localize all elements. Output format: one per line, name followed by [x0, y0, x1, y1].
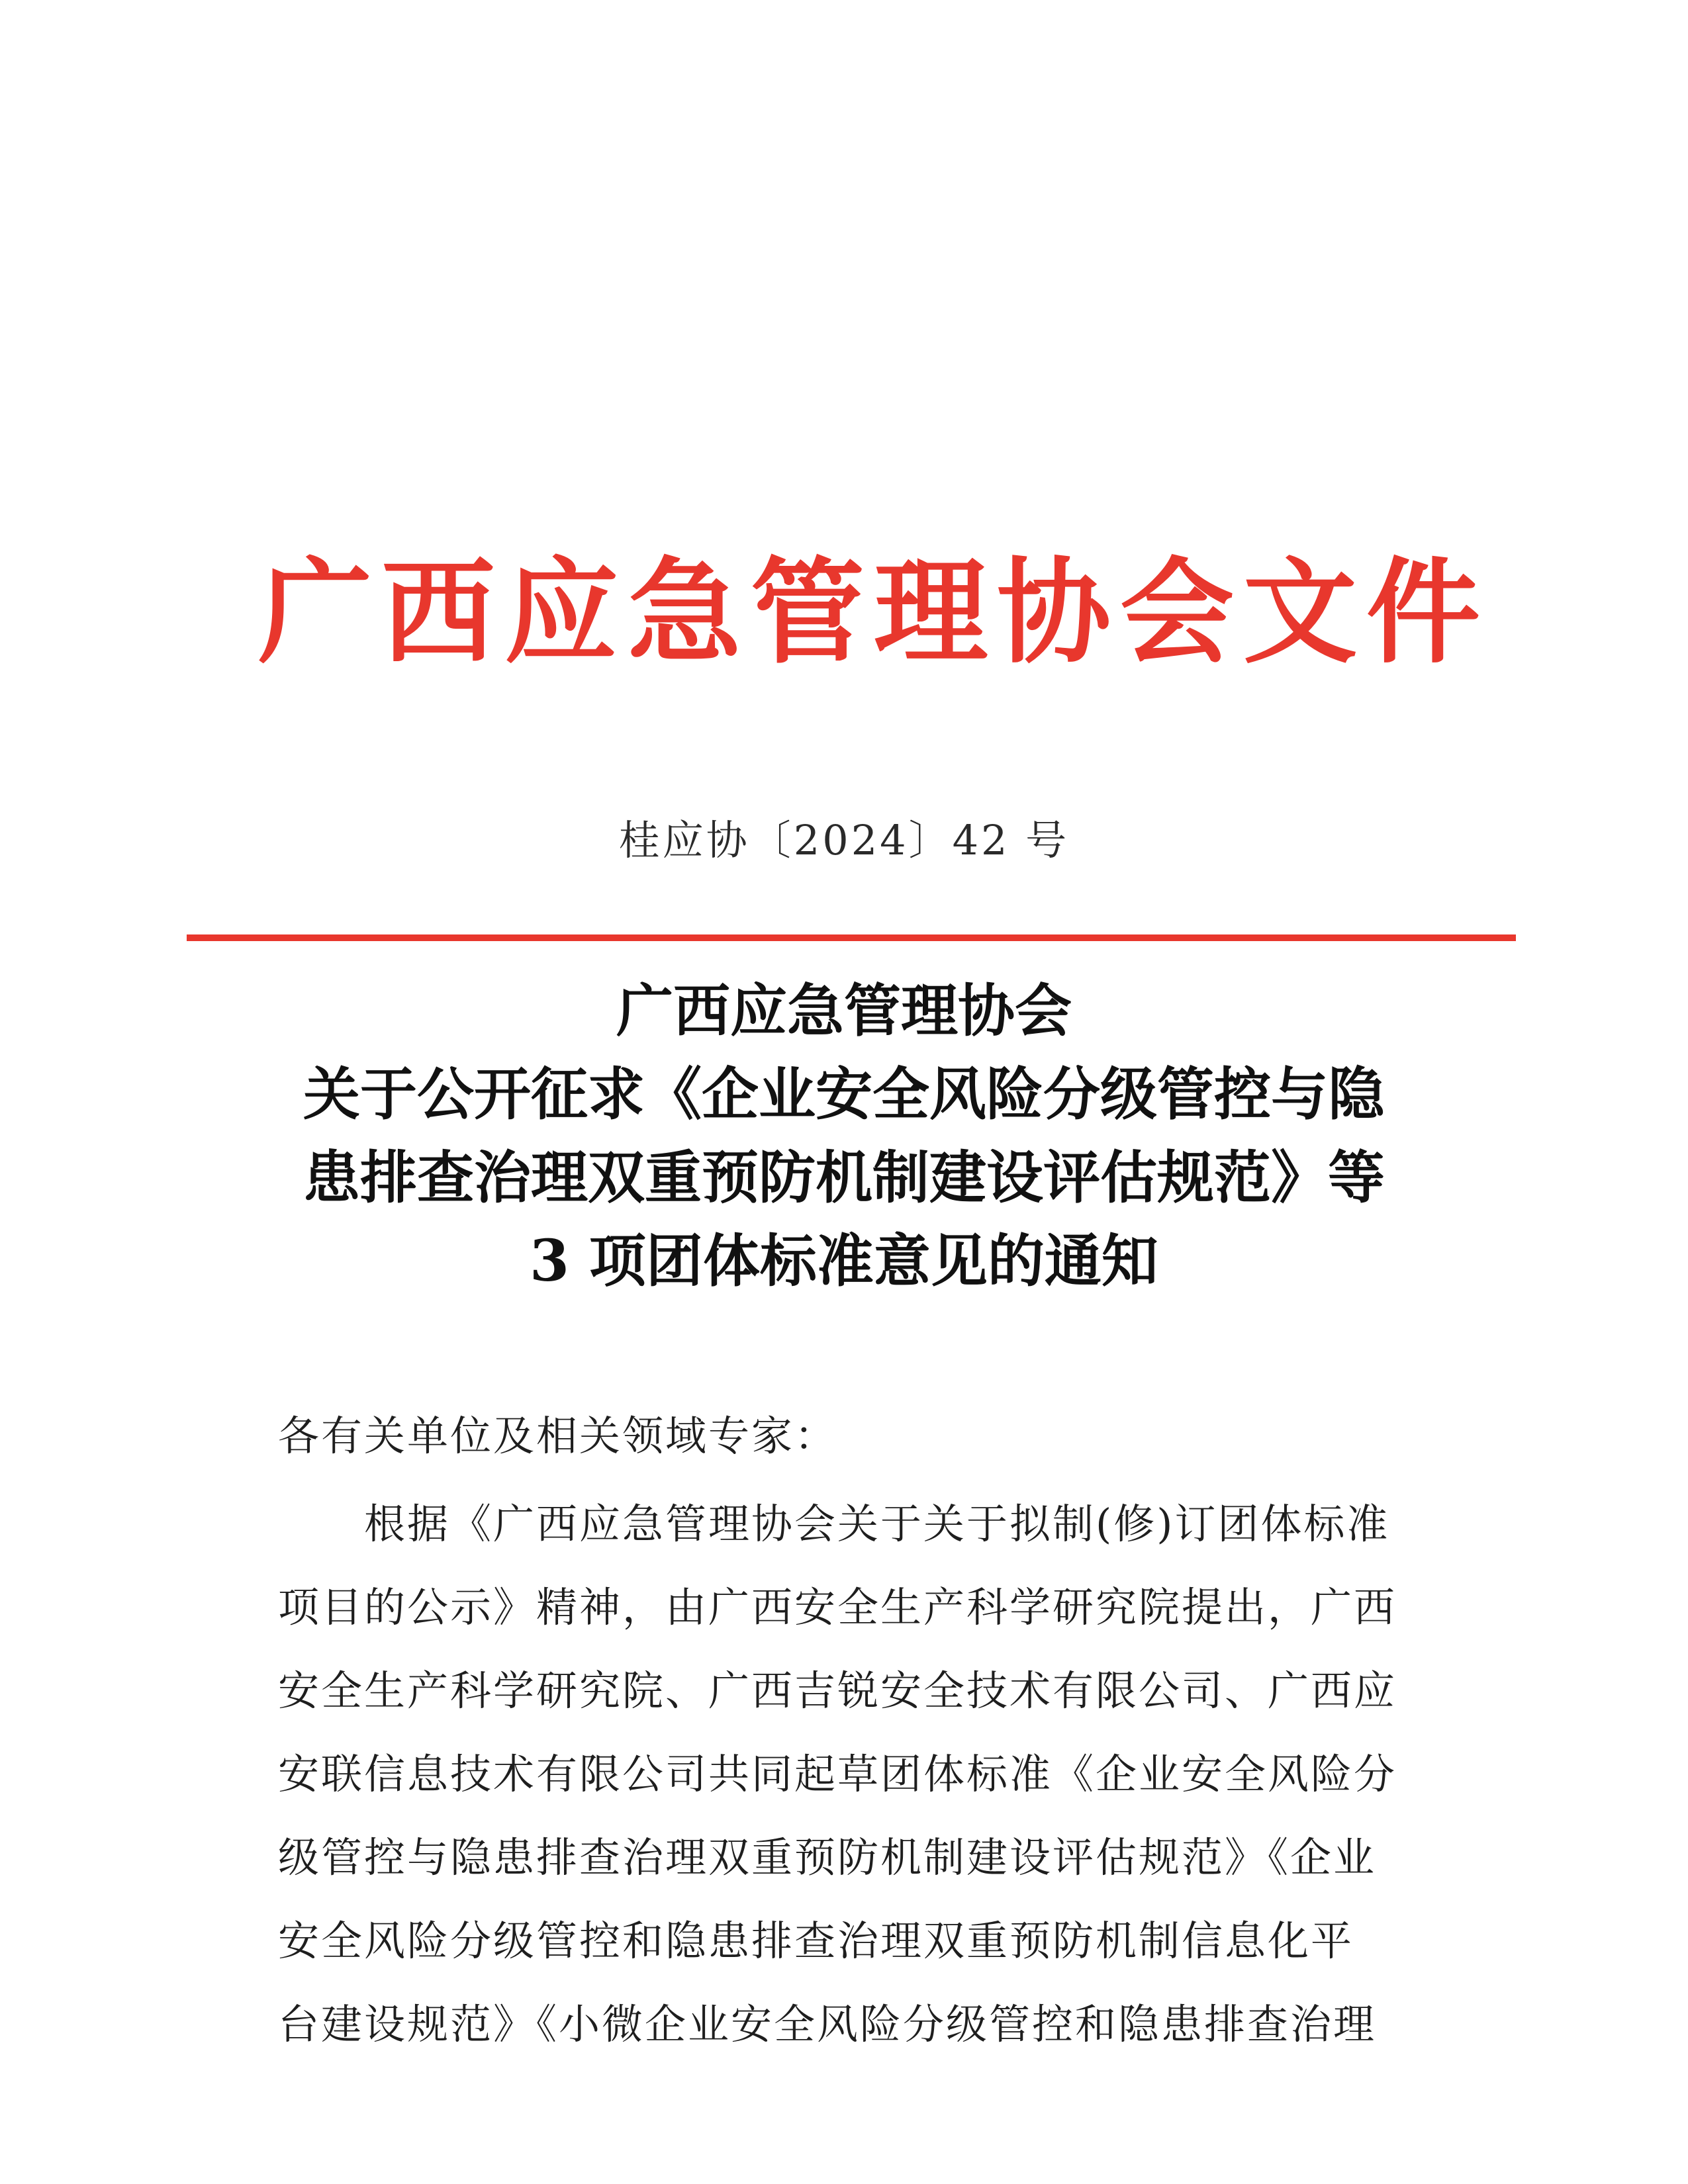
- title-line: 广西应急管理协会: [616, 978, 1072, 1044]
- title-line: 关于公开征求《企业安全风险分级管控与隐: [303, 1061, 1385, 1128]
- title-line: 患排查治理双重预防机制建设评估规范》等: [303, 1144, 1385, 1211]
- body-line: 级管控与隐患排查治理双重预防机制建设评估规范》《企业: [278, 1833, 1377, 1882]
- red-divider-rule: [187, 934, 1516, 941]
- masthead-title: 广西应急管理协会文件: [258, 545, 1489, 679]
- body-line: 项目的公示》精神，由广西安全生产科学研究院提出，广西: [278, 1583, 1397, 1631]
- body-line: 安全风险分级管控和隐患排查治理双重预防机制信息化平: [278, 1917, 1354, 1965]
- body-line: 根据《广西应急管理协会关于关于拟制(修)订团体标准: [278, 1500, 1390, 1548]
- document-number: 桂应协〔2024〕42 号: [618, 816, 1070, 864]
- salutation: 各有关单位及相关领域专家：: [278, 1412, 838, 1460]
- body-line: 台建设规范》《小微企业安全风险分级管控和隐患排查治理: [278, 2000, 1377, 2048]
- body-line: 安联信息技术有限公司共同起草团体标准《企业安全风险分: [278, 1750, 1397, 1798]
- body-line: 安全生产科学研究院、广西吉锐安全技术有限公司、广西应: [278, 1666, 1397, 1715]
- title-line: 3 项团体标准意见的通知: [530, 1228, 1158, 1295]
- body-paragraph: [278, 1482, 1430, 2066]
- notice-title: [252, 970, 1436, 1303]
